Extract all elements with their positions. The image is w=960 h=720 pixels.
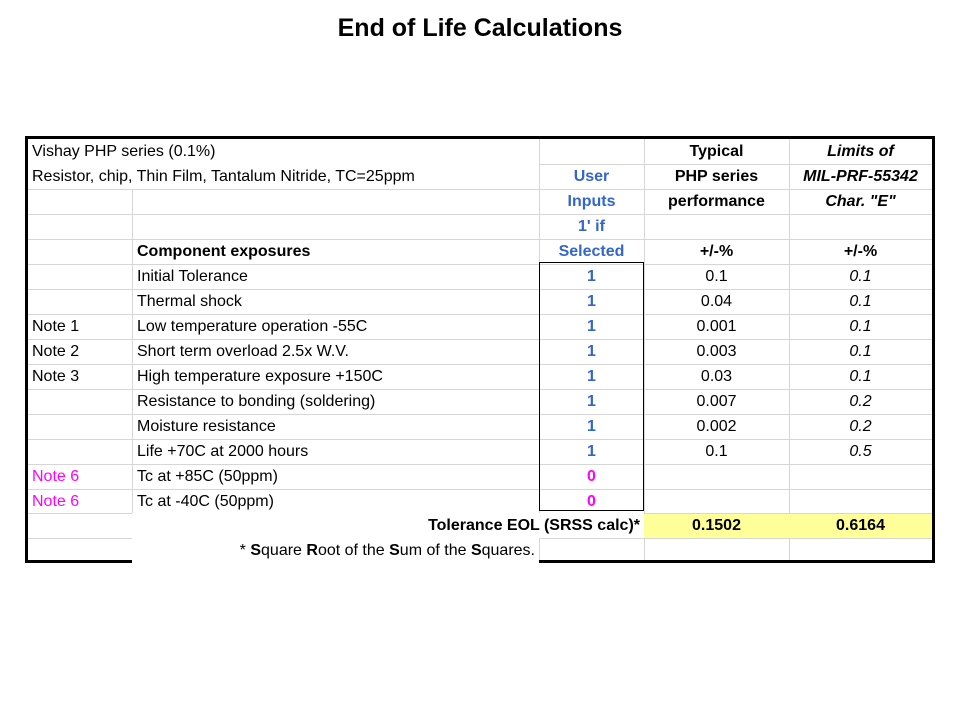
table-row [28,264,932,289]
limit-value-cell[interactable]: 0.1 [849,368,872,385]
empty-cell[interactable] [28,239,132,264]
note-cell[interactable]: Note 3 [32,368,80,385]
exposure-cell[interactable]: Tc at +85C (50ppm) [137,468,278,485]
limit-value-cell[interactable]: 0.1 [849,293,872,310]
typical-value-cell[interactable]: 0.03 [700,368,733,385]
product-series-cell[interactable]: Vishay PHP series (0.1%) [28,139,539,164]
selected-input-cell[interactable]: 1 [587,318,596,335]
limits-header[interactable]: MIL-PRF-55342 [803,168,918,185]
exposure-cell[interactable]: Short term overload 2.5x W.V. [137,343,349,360]
grid-row-line [28,389,932,390]
empty-cell[interactable] [539,139,644,164]
limit-value-cell[interactable]: 0.1 [849,318,872,335]
exposure-cell[interactable]: Life +70C at 2000 hours [137,443,309,460]
page-title: End of Life Calculations [337,14,623,42]
typical-value-cell[interactable]: 0.007 [696,393,737,410]
grid-row-line [28,364,932,365]
typical-value-cell[interactable]: 0.002 [696,418,737,435]
selected-input-cell[interactable]: 0 [587,468,596,485]
table-row [28,439,932,464]
limits-header[interactable]: Char. "E" [825,193,896,210]
table-row [28,339,932,364]
limits-header[interactable]: Limits of [827,143,894,160]
note-cell[interactable] [28,414,132,439]
limit-value-cell[interactable]: 0.1 [849,268,872,285]
header-row-2 [28,164,932,189]
empty-cell[interactable] [28,214,132,239]
typical-value-cell[interactable]: 0.003 [696,343,737,360]
header-row-1 [28,139,932,164]
typical-header[interactable]: PHP series [674,168,759,185]
tolerance-eol-label[interactable]: Tolerance EOL (SRSS calc)* [132,513,644,538]
selected-input-cell[interactable]: 1 [587,418,596,435]
total-row [28,513,932,538]
user-inputs-header[interactable]: User [573,168,610,185]
component-exposures-header[interactable]: Component exposures [137,243,311,260]
footnote-part: oot of the [317,542,390,559]
typical-header[interactable]: performance [668,193,765,210]
table-row [28,364,932,389]
empty-cell[interactable] [644,538,789,563]
grid-row-line [28,189,932,190]
footnote-part: quares. [481,542,535,559]
exposure-cell[interactable]: Tc at -40C (50ppm) [137,493,274,510]
empty-cell[interactable] [28,538,132,563]
footnote-initial: S [250,542,262,559]
table-row [28,414,932,439]
note-cell[interactable]: Note 1 [32,318,80,335]
table-row [28,389,932,414]
table-row [28,489,932,514]
selected-input-cell[interactable]: 1 [587,293,596,310]
note-cell[interactable]: Note 6 [32,468,80,485]
empty-cell[interactable] [789,214,932,239]
user-inputs-header[interactable]: Selected [558,243,625,260]
header-row-4 [28,214,932,239]
table-row [28,464,932,489]
footnote-initial: R [306,542,318,559]
grid-row-line [28,464,932,465]
typical-value-cell[interactable]: 0.1 [705,443,728,460]
table-row [28,314,932,339]
note-cell[interactable] [28,264,132,289]
limit-value-cell[interactable]: 0.1 [849,343,872,360]
selected-input-cell[interactable]: 1 [587,368,596,385]
empty-cell[interactable] [644,214,789,239]
footnote-row [28,538,932,563]
typical-header[interactable]: Typical [689,143,744,160]
typical-value-cell[interactable]: 0.04 [700,293,733,310]
grid-row-line [28,289,932,290]
selected-input-cell[interactable]: 1 [587,343,596,360]
grid-row-line [28,214,932,215]
grid-row-line [28,339,932,340]
footnote-part: quare [261,542,307,559]
note-cell[interactable] [28,439,132,464]
empty-cell[interactable] [789,538,932,563]
exposure-cell[interactable]: Moisture resistance [137,418,276,435]
selected-input-cell[interactable]: 0 [587,493,596,510]
footnote-initial: S [389,542,400,559]
user-inputs-header[interactable]: 1' if [578,218,605,235]
exposure-cell[interactable]: Initial Tolerance [137,268,248,285]
selected-input-cell[interactable]: 1 [587,393,596,410]
empty-cell[interactable] [132,214,539,239]
grid-row-line [28,439,932,440]
exposure-cell[interactable]: Low temperature operation -55C [137,318,368,335]
product-description-cell[interactable]: Resistor, chip, Thin Film, Tantalum Nitride, TC=25ppm [28,164,539,189]
footnote-part: * [239,542,251,559]
typical-value-cell[interactable]: 0.1 [705,268,728,285]
grid-row-line [28,414,932,415]
limit-value-cell[interactable]: 0.2 [849,393,872,410]
selected-input-cell[interactable]: 1 [587,443,596,460]
exposure-cell[interactable]: Resistance to bonding (soldering) [137,393,376,410]
srss-footnote[interactable] [132,538,539,563]
limit-value-cell[interactable]: 0.2 [849,418,872,435]
typical-value-cell[interactable] [644,489,789,514]
typical-value-cell[interactable] [644,464,789,489]
limit-value-cell[interactable] [789,464,932,489]
selected-input-cell[interactable]: 1 [587,268,596,285]
header-row-5 [28,239,932,264]
note-cell[interactable]: Note 2 [32,343,80,360]
empty-cell[interactable] [28,513,132,538]
note-cell[interactable] [28,389,132,414]
exposure-cell[interactable]: High temperature exposure +150C [137,368,383,385]
note-cell[interactable] [28,289,132,314]
typical-unit-header[interactable]: +/-% [699,243,734,260]
note-cell[interactable]: Note 6 [32,493,80,510]
footnote-initial: S [470,542,482,559]
limit-value-cell[interactable] [789,489,932,514]
typical-total-cell[interactable]: 0.1502 [644,513,789,538]
grid-row-line [28,489,932,490]
limits-unit-header[interactable]: +/-% [843,243,878,260]
empty-cell[interactable] [28,189,132,214]
empty-cell[interactable] [132,189,539,214]
grid-row-line [28,239,932,240]
limit-value-cell[interactable]: 0.5 [849,443,872,460]
empty-cell[interactable] [539,538,644,563]
user-inputs-header[interactable]: Inputs [567,193,616,210]
grid-row-line [28,264,932,265]
grid-row-line [28,314,932,315]
footnote-part: um of the [399,542,471,559]
header-row-3 [28,189,932,214]
typical-value-cell[interactable]: 0.001 [696,318,737,335]
table-row [28,289,932,314]
eol-spreadsheet [25,136,935,563]
exposure-cell[interactable]: Thermal shock [137,293,242,310]
limit-total-cell[interactable]: 0.6164 [789,513,932,538]
